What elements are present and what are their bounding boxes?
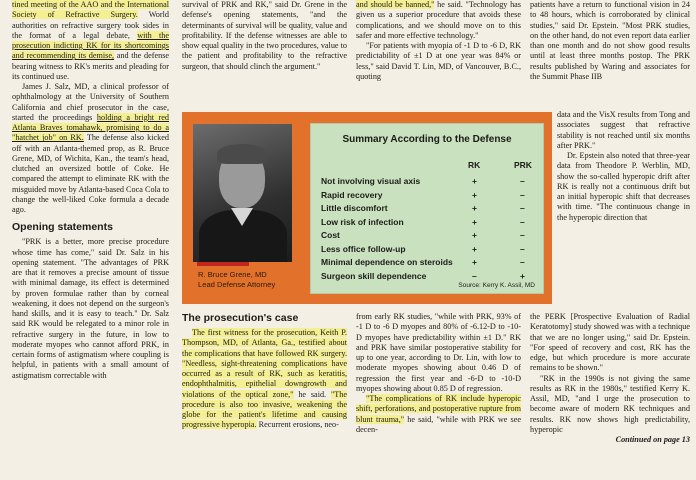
row-label: Surgeon skill dependence [321, 270, 427, 281]
paragraph [12, 82, 169, 215]
sidebar-box [182, 112, 552, 304]
paragraph [356, 394, 521, 435]
prk-mark: – [520, 243, 525, 254]
paragraph: "RK in the 1990s is not giving the same results as RK in the 1980s," testified Kerry K. Assil, MD, "and I urge the prosecution to become aware of modern RK techniques and results. RK now shows high predictability, hyperopic [530, 373, 690, 434]
row-label: Rapid recovery [321, 189, 383, 200]
article-column-3-bottom [356, 312, 521, 435]
paragraph: Dr. Epstein also noted that three-year data from Theodore P. Werblin, MD, show the so-called hyperopic drift after RK is really not a continuous drift but an initial hyperopic shift that decreases with time. "The continuous change in the hyperopic direction that [557, 151, 690, 222]
prk-mark: – [520, 189, 525, 200]
section-heading: Opening statements [12, 221, 113, 234]
rk-mark: + [472, 176, 477, 186]
table-row [321, 230, 536, 241]
article-column-1 [12, 0, 169, 381]
table-row [321, 244, 536, 255]
article-column-4-bottom [530, 312, 690, 445]
paragraph: the PERK [Prospective Evaluation of Radial Keratotomy] study showed was with a technique that we are no longer using," said Dr. Epstein. "For speed of recovery and cost, RK has the edge, but which procedure is more accurate remains to be shown." [530, 312, 690, 373]
prk-mark: – [520, 216, 525, 227]
row-label: Less office follow-up [321, 243, 406, 254]
text-span: Recurrent erosions, neo- [256, 420, 339, 430]
highlighted-text: "The procedure is also too invasive, weakening the globe for the patient's lifetime and causing progressive hyperopia. [182, 389, 348, 430]
highlighted-text: holding a bright red Atlanta Braves tomahawk, promising to do a "hatchet job" on RK. [12, 112, 170, 143]
column-header-prk: PRK [514, 160, 532, 170]
highlighted-text: The first witness for the prosecution, Keith P. Thompson, MD, of Atlanta, Ga., testified about the complications that have followed RK surgery. [182, 328, 347, 358]
summary-table [310, 123, 544, 294]
row-label: Cost [321, 230, 340, 240]
rk-mark: + [472, 230, 477, 240]
table-row [321, 257, 536, 268]
paragraph: from early RK studies, "while with PRK, 93% of -1 D to -6 D myopes and 80% of -6.12-D to -10-D myopes have predictability within ±1 D." RK and PRK have similar postoperative stability for up to one year, according to Dr. Lin, with low to moderate myopes showing about 0.46 D of regression the first year and -6-D to -10-D myopes showing about 0.85 D of regression. [356, 312, 521, 393]
table-row [321, 203, 536, 214]
row-label: Minimal dependence on steroids [321, 257, 453, 267]
caption-accent-bar [197, 262, 249, 266]
prk-mark: + [520, 270, 525, 281]
text-span: he said. "Technology has given us a superior procedure that avoids these complications, and we should move on to this safer and more effective technology." [356, 0, 521, 40]
paragraph: survival of PRK and RK," said Dr. Grene in the defense's opening statements, "and the determinants of survival will be quality, value and profitability. If the defense witnesses are able to show equal quality in the two procedures, value to the patient and profitability to the refractive surgeon, that should clinch the argument." [182, 0, 347, 71]
continued-note: Continued on page 13 [615, 435, 690, 444]
article-column-4-top [530, 0, 690, 82]
prk-mark: – [520, 203, 525, 213]
rk-mark: + [472, 243, 477, 254]
column-header-rk: RK [468, 160, 481, 170]
row-label: Little discomfort [321, 203, 388, 213]
paragraph [12, 0, 169, 82]
highlighted-text: tined meeting of the AAO and the International Society of Refractive Surgery. [12, 0, 169, 20]
text-span: he said, "while with PRK we see decen- [356, 414, 522, 434]
paragraph [356, 0, 521, 41]
row-label: Not involving visual axis [321, 176, 421, 186]
paragraph: patients have a return to functional vision in 24 to 48 hours, which is corroborated by clinical studies," said Dr. Epstein. "Most PRK studies, on the other hand, do not even report data earlier than one month and do not show good results until at least three months postop. The PRK results published by Waring and associates for the Summit Phase IIB [530, 0, 690, 81]
rk-mark: + [472, 203, 477, 213]
table-row [321, 190, 536, 201]
rk-mark: – [472, 270, 477, 281]
rk-mark: + [472, 216, 477, 227]
table-row [321, 271, 536, 282]
section-heading: The prosecution's case [182, 312, 299, 324]
text-span: James J. Salz, MD, a clinical professor of ophthalmology at the University of Southern California and chief prosecutor in the case, started the proceedings [12, 82, 169, 122]
highlighted-text: and should be banned," [356, 0, 435, 9]
rk-mark: + [472, 189, 477, 200]
text-span: World authorities on refractive surgery took sides in the format of a legal debate, [12, 10, 169, 40]
text-span: and the defense bearing witness to RK's merits and pleading for its continued use. [12, 51, 170, 81]
row-label: Low risk of infection [321, 216, 404, 227]
article-column-4-middle [557, 110, 690, 223]
prk-mark: – [520, 257, 525, 267]
article-column-2-top [182, 0, 347, 72]
prk-mark: – [520, 230, 525, 240]
highlighted-text: with the prosecution indicting RK for its shortcomings and recommending its demise, [12, 30, 170, 61]
portrait-photo [193, 124, 292, 262]
text-span: he said. [293, 389, 331, 399]
table-title: Summary According to the Defense [342, 134, 512, 145]
paragraph [182, 328, 347, 431]
paragraph: data and the VisX results from Tong and associates suggest that refractive stability is not reached until six months after PRK." [557, 110, 690, 150]
caption-role: Lead Defense Attorney [198, 280, 276, 289]
rk-mark: + [472, 257, 477, 267]
table-row [321, 217, 536, 228]
article-column-2-bottom [182, 312, 347, 431]
photo-caption [198, 270, 275, 290]
article-column-3-top [356, 0, 521, 82]
paragraph: "For patients with myopia of -1 D to -6 D, RK predictability of ±1 D at one year was 84% or less," said David T. Lin, MD, of Vancouver, B.C., quoting [356, 41, 521, 81]
table-source: Source: Kerry K. Assil, MD [458, 282, 535, 289]
table-row [321, 176, 536, 187]
text-span: The defense also kicked off with an Atlanta-themed prop, as R. Bruce Grene, MD, of Wichita, Kan., the team's head, clutched an oversized bottle of Coke. He compared the attempt to eliminate RK with the misguided move by Atlanta-based Coca Cola to change the well-liked Coke formula a decade ago. [12, 133, 169, 214]
prk-mark: – [520, 176, 525, 186]
highlighted-text: "The complications of RK include hyperopic shift, perforations, and postoperative rupture from blunt trauma," [356, 394, 521, 424]
caption-name: R. Bruce Grene, MD [198, 270, 267, 279]
paragraph: "PRK is a better, more precise procedure whose time has come," said Dr. Salz in his opening statement. "The advantages of PRK are that it removes a precise amount of tissue with minimal damage, its effect is determined by proven formulae rather than by corneal weakening, it does not depend on the surgeon's hand skills, and it is easy to teach." Dr. Salz said RK would be relegated to a minor role in refractive surgery in the future, in low to moderate myopes who cannot afford PRK, in certain forms of astigmatism where coupling is helpful, in patients with a small amount of astigmatism correctable with [12, 237, 169, 380]
highlighted-text: "Needless, sight-threatening complications have occurred as a result of RK, such as keratitis, endophthalmitis, epithelial downgrowth and violations of the optical zone," [182, 358, 347, 399]
